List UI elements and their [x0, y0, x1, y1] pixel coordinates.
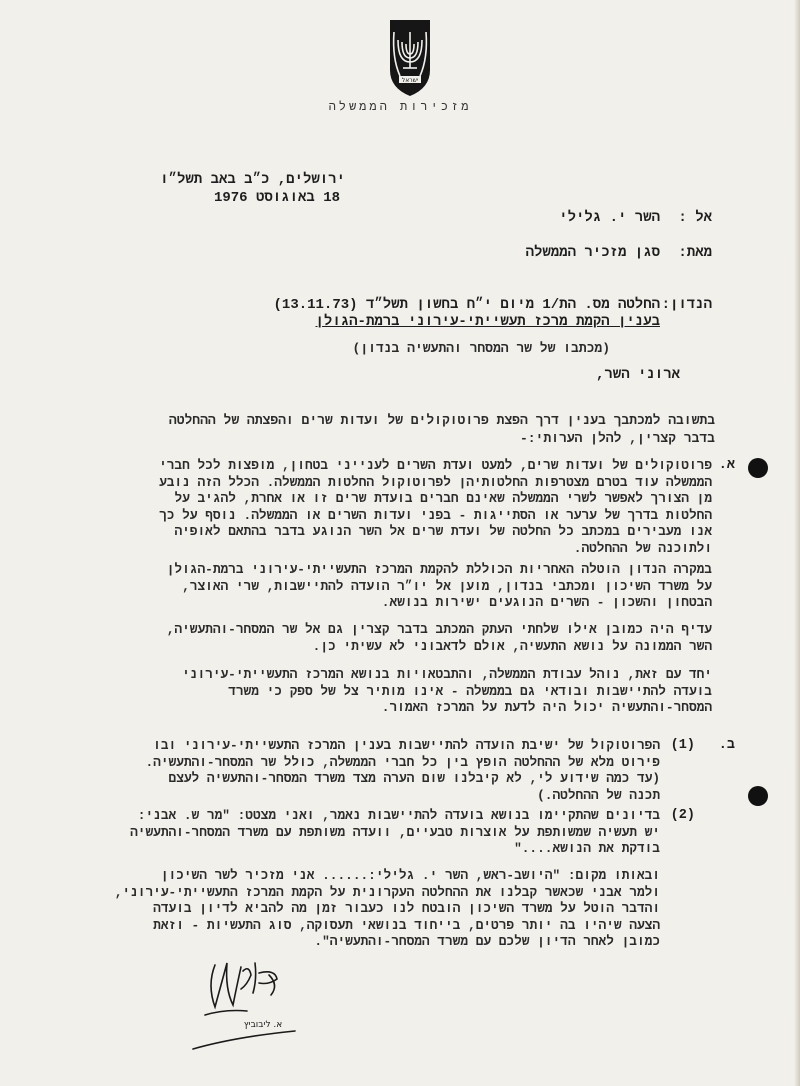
from-label: מאת: [678, 245, 712, 261]
to-label: אל : [678, 210, 712, 226]
section-a-marker: א. [718, 458, 735, 473]
hole-punch-dot [748, 786, 768, 806]
intro-line-1: בתשובה למכתבך בענין דרך הפצת פרוטוקולים של ועדות שרים והפצתה של ההחלטה [168, 413, 715, 428]
subject-line-2: בענין הקמת מרכז תעשייתי-עירוני ברמת-הגולן [315, 314, 660, 330]
section-b-marker: ב. [718, 738, 735, 753]
state-emblem-icon [388, 18, 432, 98]
subject-line-1: החלטה מס. הת/1 מיום י״ח בחשון תשל״ד (13.11.73) [273, 297, 660, 313]
item-1-number: (1) [670, 738, 695, 753]
place-hebrew-date: ירושלים, כ״ב באב תשל״ו [160, 172, 345, 188]
section-a-paragraph-3: עדיף היה כמובן אילו שלחתי העתק המכתב בדבר קצרין גם אל שר המסחר-והתעשיה, השר הממונה על נושא התעשיה, אולם לדאבוני לא עשיתי כן. [166, 622, 712, 654]
signature-name: א. ליבוביץ [243, 1020, 283, 1030]
scan-edge-shadow [794, 0, 800, 1086]
section-b-item-3: ובאותו מקום: "היושב-ראש, השר י. גלילי:...... אני מזכיר לשר השיכון ולמר אבני שכאשר קבלנו את ההחלטה העקרונית על הקמת המרכז התעשייתי-עירוני, והדבר הוטל על משרד השיכון הובטח לנו כעבור זמן מה להביא לדיון בועדה הצעה שיהיו בה יותר פרטים, בייחוד בנושאי תעסוקה, סוג התעשיות - וזאת כמובן לאחר הדיון שלכם עם משרד המסחר-והתעשיה". [114, 868, 660, 950]
office-name: מזכירות הממשלה [328, 100, 472, 114]
section-a-paragraph-4: יחד עם זאת, נוהל עבודת הממשלה, והתבטאויות בנושא המרכז התעשייתי-עירוני בועדה להתיישבות ובודאי גם בממשלה - אינו מותיר צל של ספק כי משרד המסחר-והתעשיה יכול היה לדעת על המרכז האמור. [182, 667, 712, 716]
intro-line-2: בדבר קצרין, להלן הערותי:- [519, 431, 715, 446]
gregorian-date: 18 באוגוסט 1976 [213, 190, 340, 206]
salutation: ארוני השר, [595, 367, 680, 383]
hole-punch-dot [748, 458, 768, 478]
subject-label: הנדון: [661, 297, 712, 313]
section-b-item-1: הפרוטוקול של ישיבת הועדה להתיישבות בענין המרכז התעשייתי-עירוני ובו פירוט מלא של ההחלטה הופץ בין כל חברי הממשלה, כולל שר המסחר-והתעשיה. (עד כמה שידוע לי, לא קיבלנו שום הערה מצד משרד המסחר-והתעשיה לעצם תכנה של ההחלטה.) [145, 738, 660, 803]
handwritten-signature [185, 945, 300, 1060]
subject-line-3: (מכתבו של שר המסחר והתעשיה בנדון) [352, 341, 610, 356]
section-a-paragraph-2: במקרה הנדון הוטלה האחריות הכוללת להקמת המרכז התעשייתי-עירוני ברמת-הגולן על משרד השיכון ומכתבי בנדון, מוען אל יו״ר הועדה להתיישבות, שרי האוצר, הבטחון והשכון - השרים הנוגעים ישירות בנושא. [166, 562, 712, 611]
item-2-number: (2) [670, 808, 695, 823]
from-value: סגן מזכיר הממשלה [525, 245, 660, 261]
to-value: השר י. גלילי [559, 210, 660, 226]
section-a-paragraph-1: פרוטוקולים של ועדות שרים, למעט ועדת השרים לענייני בטחון, מופצות לכל חברי הממשלה עוד בטרם מצטרפות החלטותיהן לפרוטוקול החלטות הממשלה. הכלל הזה נובע מן הצורך לאפשר לשרי הממשלה שאינם חברים בועדת שרים זו או אחרת, להגיב על החלטות בדרך של ערער או הסתייגות - בפני ועדות השרים או הממשלה. נוסף על כך אנו מעבירים במכתב כל החלטה של ועדת שרים אל השר הנוגע בדבר בהתאם לאופיה ולתוכנה של ההחלטה. [159, 458, 712, 556]
emblem-text: ישראל [401, 77, 419, 84]
section-b-item-2: בדיונים שהתקיימו בנושא בועדה להתיישבות נאמר, ואני מצטט: "מר ש. אבני: יש תעשיה שמשותפת על אוצרות טבעיים, וועדה משותפת עם משרד המסחר-והתעשיה בודקת את הנושא...." [130, 808, 660, 857]
